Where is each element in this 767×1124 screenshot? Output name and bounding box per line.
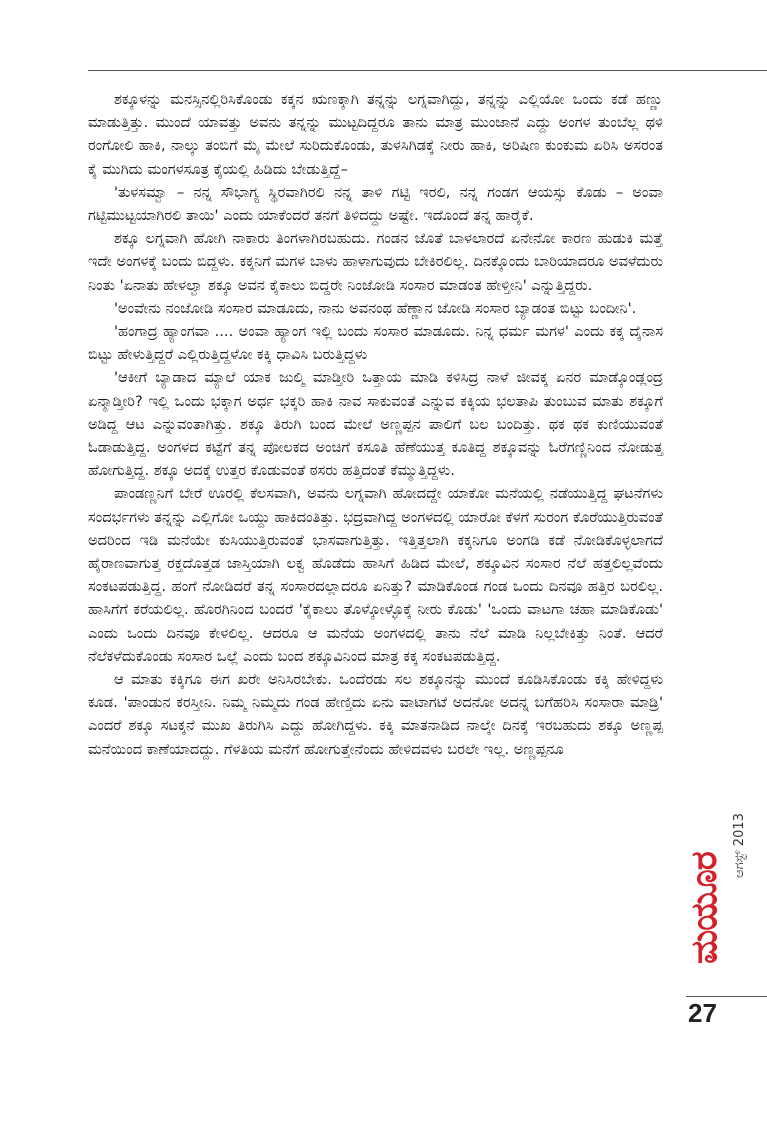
magazine-logo: [684, 852, 738, 1124]
top-divider: [88, 70, 767, 71]
issue-date: ಆಗಸ್ಟ್ 2013: [732, 813, 747, 878]
paragraph: 'ಆಕೀಗೆ ಬ್ಯಾಡಾದ ಮ್ಯಾಲೆ ಯಾಕ ಜುಲ್ಮಿ ಮಾಡ್ತೀರಿ ಒತ್ತಾಯ ಮಾಡಿ ಕಳಿಸಿದ್ರ ನಾಳೆ ಜೀವಕ್ಕ ಏನರ ಮಾಡ್ಕೊಂಡ್ಲಂದ್ರ ಏನ್ಮಾಡ್ತೀರಿ? ಇಲ್ಲಿ ಒಂದು ಭಕ್ಕಾಗ ಅರ್ಧ ಭಕ್ಕರಿ ಹಾಕಿ ನಾವ ಸಾಕುವಂತೆ ಎನ್ನುವ ಕಕ್ಕಿಯ ಭಲತಾಪಿ ತುಂಬುವ ಮಾತು ಶಕ್ಕೂಗೆ ಅಡಿದ್ದ ಆಟ ಎನ್ನುವಂತಾಗಿತ್ತು. ಶಕ್ಕೂ ತಿರುಗಿ ಬಂದ ಮೇಲೆ ಅಣ್ಣಪ್ಪನ ಪಾಲಿಗೆ ಬಲ ಬಂದಿತ್ತು. ಥಕ ಥಕ ಕುಣಿಯುವಂತೆ ಓಡಾಡುತ್ತಿದ್ದ. ಅಂಗಳದ ಕಟ್ಟೆಗೆ ತನ್ನ ಪೋಲಕದ ಅಂಚಿಗೆ ಕಸೂತಿ ಹೆಣೆಯುತ್ತ ಕೂತಿದ್ದ ಶಕ್ಕೂವನ್ನು ಓರೆಗಣ್ಣಿನಿಂದ ನೋಡುತ್ತ ಹೋಗುತ್ತಿದ್ದ. ಶಕ್ಕೂ ಅದಕ್ಕೆ ಉತ್ತರ ಕೊಡುವಂತೆ ಠಸರು ಹತ್ತಿದಂತೆ ಕೆಮ್ಮುತ್ತಿದ್ದಳು.: [88, 369, 663, 480]
paragraph: ಶಕ್ಕೂಳನ್ನು ಮನಸ್ಸಿನಲ್ಲಿರಿಸಿಕೊಂಡು ಕಕ್ಕನ ಋಣಕ್ಕಾಗಿ ತನ್ನನ್ನು ಲಗ್ನವಾಗಿದ್ದು, ತನ್ನನ್ನು ಎಲ್ಲಿಯೋ ಒಂದು ಕಡೆ ಹಣ್ಣು ಮಾಡುತ್ತಿತ್ತು. ಮುಂದೆ ಯಾವತ್ತು ಅವನು ತನ್ನನ್ನು ಮುಟ್ಟದಿದ್ದರೂ ತಾನು ಮಾತ್ರ ಮುಂಜಾನೆ ಎದ್ದು ಅಂಗಳ ತುಂಬೆಲ್ಲ ಥಳಿ ರಂಗೋಲಿ ಹಾಕಿ, ನಾಲ್ಕು ತಂಬಿಗೆ ಮೈ ಮೇಲೆ ಸುರಿದುಕೊಂಡು, ತುಳಸಿಗಿಡಕ್ಕೆ ನೀರು ಹಾಕಿ, ಅರಿಷಿಣ ಕುಂಕುಮ ಏರಿಸಿ ಅಸರಂತ ಕೈ ಮುಗಿದು ಮಂಗಳಸೂತ್ರ ಕೈಯಲ್ಲಿ ಹಿಡಿದು ಬೇಡುತ್ತಿದ್ದೆ–: [88, 91, 663, 178]
magazine-name: ಮಯೂರ: [684, 852, 725, 964]
paragraph: 'ಅಂವೇನು ನಂಜೋಡಿ ಸಂಸಾರ ಮಾಡೂದು, ನಾನು ಅವನಂಥ ಹೆಣ್ಣಾನ ಜೋಡಿ ಸಂಸಾರ ಬ್ಯಾಡಂತ ಬಿಟ್ಟು ಬಂದೀನಿ'.: [114, 299, 637, 317]
page-number: 27: [688, 998, 717, 1028]
paragraph: ಪಾಂಡಣ್ಣನಿಗೆ ಬೇರೆ ಊರಲ್ಲಿ ಕೆಲಸವಾಗಿ, ಅವನು ಲಗ್ನವಾಗಿ ಹೋದದ್ದೇ ಯಾಕೋ ಮನೆಯಲ್ಲಿ ನಡೆಯುತ್ತಿದ್ದ ಘಟನೆಗಳು ಸಂದರ್ಭಗಳು ತನ್ನನ್ನು ಎಲ್ಲಿಗೋ ಒಯ್ದು ಹಾಕಿದಂತಿತ್ತು. ಭದ್ರವಾಗಿದ್ದ ಅಂಗಳದಲ್ಲಿ ಯಾರೋ ಕೆಳಗೆ ಸುರಂಗ ಕೊರೆಯುತ್ತಿರುವಂತೆ ಅದರಿಂದ ಇಡಿ ಮನೆಯೇ ಕುಸಿಯುತ್ತಿರುವಂತೆ ಭಾಸವಾಗುತ್ತಿತ್ತು. ಇತ್ತಿತ್ತಲಾಗಿ ಕಕ್ಕನಿಗೂ ಅಂಗಡಿ ಕಡೆ ನೋಡಿಕೊಳ್ಳಲಾಗದೆ ಹೈರಾಣವಾಗುತ್ತ ರಕ್ತದೊತ್ತಡ ಜಾಸ್ತಿಯಾಗಿ ಲಕ್ವ ಹೊಡೆದು ಹಾಸಿಗೆ ಹಿಡಿದ ಮೇಲೆ, ಶಕ್ಕೂವಿನ ಸಂಸಾರ ನೆಲೆ ಹತ್ತಲಿಲ್ಲವೆಂದು ಸಂಕಟಪಡುತ್ತಿದ್ದ. ಹಂಗೆ ನೋಡಿದರೆ ತನ್ನ ಸಂಸಾರದಲ್ಲಾದರೂ ಏನಿತ್ತು? ಮಾಡಿಕೊಂಡ ಗಂಡ ಒಂದು ದಿನವೂ ಹತ್ತಿರ ಬರಲಿಲ್ಲ. ಹಾಸಿಗೆಗೆ ಕರೆಯಲಿಲ್ಲ. ಹೊರಗಿನಿಂದ ಬಂದರೆ 'ಕೈಕಾಲು ತೊಳ್ಕೋಳ್ಳೊಕ್ಕೆ ನೀರು ಕೊಡು' 'ಒಂದು ವಾಟಗಾ ಚಹಾ ಮಾಡಿಕೊಡು' ಎಂದು ಒಂದು ದಿನವೂ ಕೇಳಲಿಲ್ಲ. ಆದರೂ ಆ ಮನೆಯ ಅಂಗಳದಲ್ಲಿ ತಾನು ನೆಲೆ ಮಾಡಿ ನಿಲ್ಲಬೇಕಿತ್ತು ನಿಂತೆ. ಆದರೆ ನೆಲೆಕಳೆದುಕೊಂಡು ಸಂಸಾರ ಒಲ್ಲೆ ಎಂದು ಬಂದ ಶಕ್ಕೂವಿನಿಂದ ಮಾತ್ರ ಕಕ್ಕ ಸಂಕಟಪಡುತ್ತಿದ್ದ.: [88, 485, 663, 665]
paragraph: ಆ ಮಾತು ಕಕ್ಕಿಗೂ ಈಗ ಖರೇ ಅನಿಸಿರಬೇಕು. ಒಂದೆರಡು ಸಲ ಶಕ್ಕೂನನ್ನು ಮುಂದೆ ಕೂಡಿಸಿಕೊಂಡು ಕಕ್ಕಿ ಹೇಳಿದ್ದಳು ಕೂಡ. 'ಪಾಂಡುನ ಕರಸ್ತೀನಿ. ನಿಮ್ಮ ನಿಮ್ಮದು ಗಂಡ ಹೇಣ್ತಿದು ಏನು ವಾಟಾಗಟೆ ಅದನೋ ಅದನ್ನ ಬಗೆಹರಿಸಿ ಸಂಸಾರಾ ಮಾಡ್ರಿ' ಎಂದರೆ ಶಕ್ಕೂ ಸಟಕ್ಕನೆ ಮುಖ ತಿರುಗಿಸಿ ಎದ್ದು ಹೋಗಿದ್ದಳು. ಕಕ್ಕಿ ಮಾತನಾಡಿದ ನಾಲ್ಕೇ ದಿನಕ್ಕೆ ಇರಬಹುದು ಶಕ್ಕೂ ಅಣ್ಣಪ್ಪ ಮನೆಯಿಂದ ಕಾಣೆಯಾದದ್ದು. ಗೆಳತಿಯ ಮನೆಗೆ ಹೋಗುತ್ತೇನೆಂದು ಹೇಳಿದವಳು ಬರಲೇ ಇಲ್ಲ. ಅಣ್ಣಪ್ಪನೂ: [88, 671, 663, 758]
paragraph: ಶಕ್ಕೂ ಲಗ್ನವಾಗಿ ಹೋಗಿ ನಾಕಾರು ತಿಂಗಳಾಗಿರಬಹುದು. ಗಂಡನ ಜೊತೆ ಬಾಳಲಾರದೆ ಏನೇನೋ ಕಾರಣ ಹುಡುಕಿ ಮತ್ತೆ ಇದೇ ಅಂಗಳಕ್ಕೆ ಬಂದು ಬಿದ್ದಳು. ಕಕ್ಕನಿಗೆ ಮಗಳ ಬಾಳು ಹಾಳಾಗುವುದು ಬೇಕಿರಲಿಲ್ಲ. ದಿನಕ್ಕೊಂದು ಬಾರಿಯಾದರೂ ಅವಳೆದುರು ನಿಂತು 'ಏನಾತು ಹೇಳಲ್ವಾ ಶಕ್ಕೂ ಅವನ ಕೈಕಾಲು ಬಿದ್ದರೇ ನಿಂಜೋಡಿ ಸಂಸಾರ ಮಾಡಂತ ಹೇಳ್ತೀನಿ' ಎನ್ನುತ್ತಿದ್ದರು.: [88, 230, 663, 294]
article-body: [88, 88, 663, 761]
paragraph: 'ಹಂಗಾದ್ರ ಹ್ಯಾಂಗವಾ .... ಅಂವಾ ಹ್ಯಾಂಗ ಇಲ್ಲಿ ಬಂದು ಸಂಸಾರ ಮಾಡೂದು. ನಿನ್ನ ಧರ್ಮ ಮಗಳ' ಎಂದು ಕಕ್ಕ ದೈನಾಸ ಬಿಟ್ಟು ಹೇಳುತ್ತಿದ್ದರೆ ಎಲ್ಲಿರುತ್ತಿದ್ದಳೋ ಕಕ್ಕಿ ಧಾವಿಸಿ ಬರುತ್ತಿದ್ದಳು: [88, 323, 663, 364]
page-number-divider: [686, 996, 767, 997]
paragraph: 'ತುಳಸಮ್ವಾ – ನನ್ನ ಸೌಭಾಗ್ಯ ಸ್ಥಿರವಾಗಿರಲಿ ನನ್ನ ತಾಳಿ ಗಟ್ಟಿ ಇರಲಿ, ನನ್ನ ಗಂಡಗ ಆಯಸ್ಸು ಕೊಡು – ಅಂವಾ ಗಟ್ಟಿಮುಟ್ಟಯಾಗಿರಲಿ ತಾಯಿ' ಎಂದು ಯಾಕೆಂದರೆ ತನಗೆ ತಿಳಿದದ್ದು ಅಷ್ಟೇ. ಇದೊಂದೆ ತನ್ನ ಹಾರೈಕೆ.: [88, 183, 663, 225]
